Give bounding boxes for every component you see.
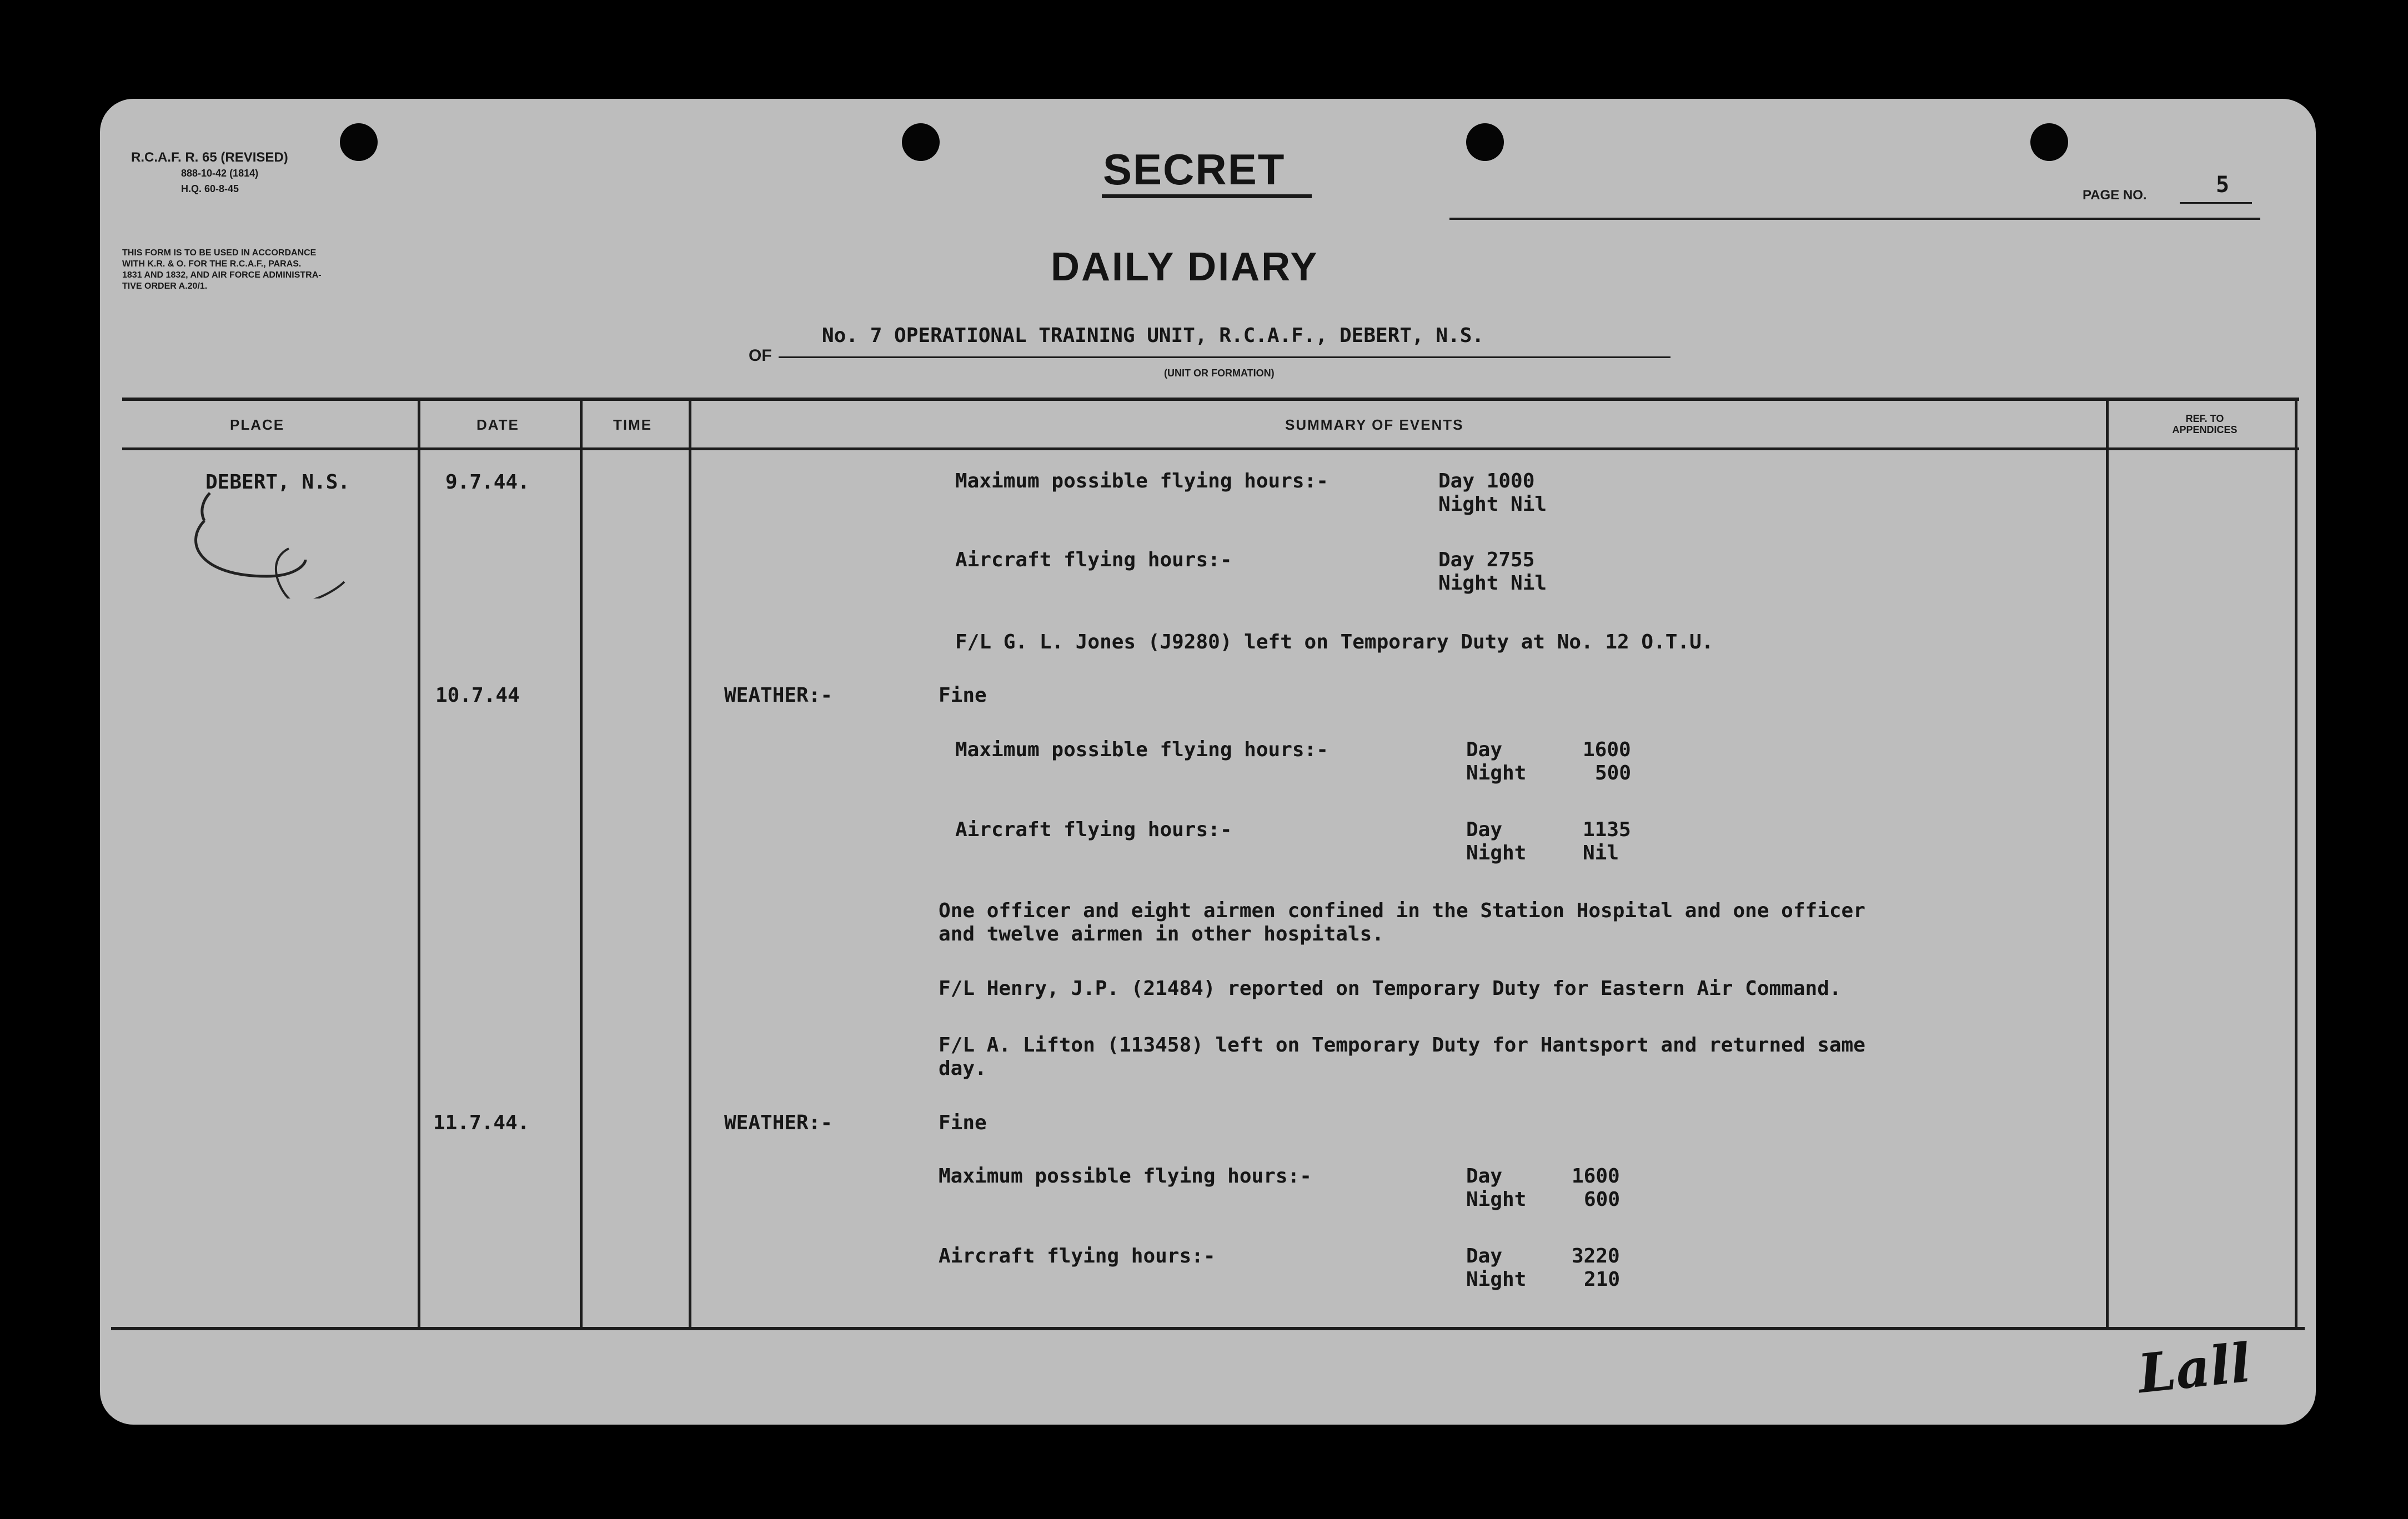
weather-label: WEATHER:- — [724, 1111, 833, 1134]
summary-line: Maximum possible flying hours:- — [955, 470, 1328, 492]
form-id-line: 888-10-42 (1814) — [181, 168, 259, 179]
summary-value: Night Nil — [1438, 493, 1547, 516]
unit-line — [779, 356, 1670, 358]
column-header-place: PLACE — [230, 416, 285, 433]
page-number-line — [2180, 202, 2252, 204]
summary-line: and twelve airmen in other hospitals. — [939, 923, 1384, 945]
weather-value: Fine — [939, 1111, 987, 1134]
punch-hole — [2030, 123, 2068, 161]
pencil-mark — [139, 410, 428, 598]
form-note-line: THIS FORM IS TO BE USED IN ACCORDANCE — [122, 248, 317, 258]
summary-line: day. — [939, 1057, 987, 1080]
header-rule — [1449, 218, 2260, 220]
form-id-line: R.C.A.F. R. 65 (REVISED) — [131, 150, 288, 165]
unit-caption: (UNIT OR FORMATION) — [1164, 368, 1275, 379]
summary-value: 1600 — [1583, 738, 1631, 761]
column-divider — [2106, 398, 2109, 1328]
summary-value: 1600 — [1572, 1165, 1620, 1188]
column-header-date: DATE — [476, 416, 519, 433]
weather-label: WEATHER:- — [724, 684, 833, 707]
summary-value-label: Night — [1466, 1268, 1527, 1291]
column-divider — [689, 398, 691, 1328]
summary-value: Nil — [1583, 842, 1619, 864]
ref-header-line: APPENDICES — [2172, 424, 2238, 435]
form-note-line: 1831 AND 1832, AND AIR FORCE ADMINISTRA- — [122, 270, 322, 280]
classification-heading: SECRET — [1103, 145, 1286, 194]
form-instructions — [122, 248, 322, 292]
table-bottom-rule — [111, 1327, 2305, 1330]
summary-value: 500 — [1595, 762, 1632, 784]
summary-line: Aircraft flying hours:- — [955, 818, 1232, 841]
entry-date: 11.7.44. — [433, 1111, 530, 1134]
punch-hole — [902, 123, 940, 161]
column-header-ref — [2121, 413, 2288, 435]
summary-value-label: Night — [1466, 1188, 1527, 1211]
form-note-line: TIVE ORDER A.20/1. — [122, 281, 208, 291]
column-divider — [580, 398, 583, 1328]
column-divider — [2295, 398, 2297, 1328]
summary-line: Maximum possible flying hours:- — [939, 1165, 1312, 1188]
summary-line: Maximum possible flying hours:- — [955, 738, 1328, 761]
summary-line: F/L A. Lifton (113458) left on Temporary Duty for Hantsport and returned same — [939, 1034, 1865, 1057]
entry-place: DEBERT, N.S. — [205, 471, 350, 494]
form-number — [131, 150, 288, 197]
form-note-line: WITH K.R. & O. FOR THE R.C.A.F., PARAS. — [122, 259, 302, 269]
unit-name: No. 7 OPERATIONAL TRAINING UNIT, R.C.A.F., DEBERT, N.S. — [822, 324, 1484, 347]
ref-header-line: REF. TO — [2185, 413, 2224, 424]
summary-value: 210 — [1584, 1268, 1621, 1291]
column-header-time: TIME — [613, 416, 653, 433]
summary-line: Aircraft flying hours:- — [955, 549, 1232, 571]
column-header-summary: SUMMARY OF EVENTS — [1285, 416, 1464, 433]
summary-value: 1135 — [1583, 818, 1631, 841]
diary-page — [100, 99, 2316, 1425]
summary-value: 3220 — [1572, 1245, 1620, 1267]
summary-value-label: Night — [1466, 762, 1527, 784]
handwritten-initials: Lall — [2135, 1331, 2254, 1406]
summary-value-label: Night — [1466, 842, 1527, 864]
summary-value-label: Day — [1466, 738, 1503, 761]
punch-hole — [340, 123, 378, 161]
weather-value: Fine — [939, 684, 987, 707]
entry-date: 9.7.44. — [445, 471, 530, 494]
summary-line: F/L Henry, J.P. (21484) reported on Temporary Duty for Eastern Air Command. — [939, 977, 1842, 1000]
summary-line: Aircraft flying hours:- — [939, 1245, 1216, 1267]
summary-line: F/L G. L. Jones (J9280) left on Temporary Duty at No. 12 O.T.U. — [955, 631, 1714, 653]
entry-date: 10.7.44 — [435, 684, 520, 707]
summary-line: One officer and eight airmen confined in the Station Hospital and one officer — [939, 899, 1865, 922]
summary-value-label: Day — [1466, 818, 1503, 841]
table-top-rule — [122, 398, 2299, 401]
form-id-line: H.Q. 60-8-45 — [181, 183, 239, 194]
page-number: 5 — [2216, 172, 2230, 198]
header-bottom-rule — [122, 447, 2299, 450]
unit-of-label: OF — [749, 346, 772, 365]
summary-value: Day 2755 — [1438, 549, 1535, 571]
summary-value: 600 — [1584, 1188, 1621, 1211]
summary-value-label: Day — [1466, 1165, 1503, 1188]
summary-value: Day 1000 — [1438, 470, 1535, 492]
classification-underline — [1102, 194, 1312, 198]
diary-title: DAILY DIARY — [1051, 245, 1319, 289]
summary-value: Night Nil — [1438, 572, 1547, 595]
page-number-label: PAGE NO. — [2083, 188, 2147, 203]
summary-value-label: Day — [1466, 1245, 1503, 1267]
punch-hole — [1466, 123, 1504, 161]
